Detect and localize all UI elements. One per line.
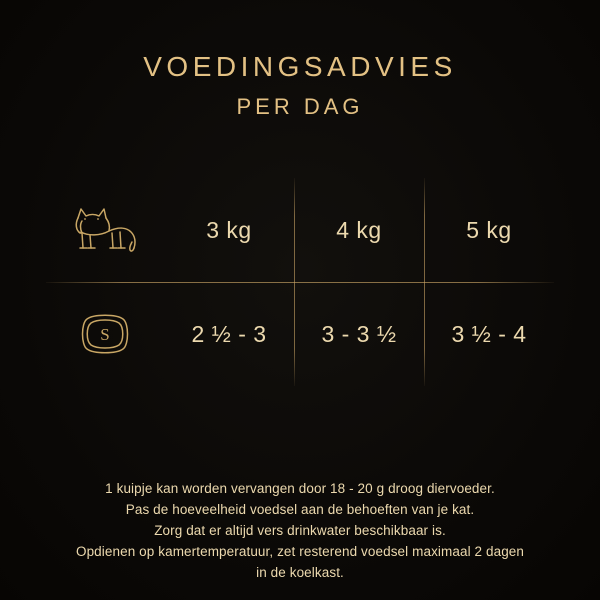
table-row — [294, 178, 424, 282]
title-sub: PER DAG — [236, 93, 364, 119]
weight-value: 4 kg — [336, 216, 382, 243]
tray-icon — [46, 282, 164, 386]
table-row — [294, 282, 424, 386]
table-row — [164, 178, 294, 282]
footer-notes — [0, 478, 600, 583]
table-row — [164, 282, 294, 386]
table-row — [424, 282, 554, 386]
tray-letter: S — [100, 325, 110, 344]
footer-line: Opdienen op kamertemperatuur, zet resterend voedsel maximaal 2 dagen — [75, 544, 525, 559]
table-row — [424, 178, 554, 282]
portion-value: 2 ½ - 3 — [191, 320, 267, 347]
portion-value: 3 - 3 ½ — [321, 320, 397, 347]
footer-line: 1 kuipje kan worden vervangen door 18 - 20 g droog diervoeder. — [105, 481, 495, 496]
cat-icon — [46, 178, 164, 282]
title-main: VOEDINGSADVIES — [143, 51, 457, 82]
weight-value: 5 kg — [466, 216, 512, 243]
weight-value: 3 kg — [206, 216, 252, 243]
page-title — [0, 52, 600, 120]
footer-line: Zorg dat er altijd vers drinkwater beschikbaar is. — [154, 523, 446, 538]
portion-value: 3 ½ - 4 — [451, 320, 527, 347]
footer-line: in de koelkast. — [256, 565, 344, 580]
feeding-table — [46, 178, 554, 386]
footer-line: Pas de hoeveelheid voedsel aan de behoeften van je kat. — [125, 502, 475, 517]
